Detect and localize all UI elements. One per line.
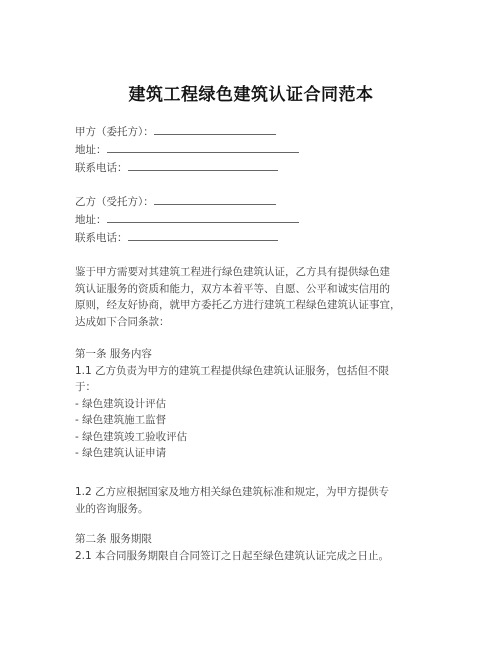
party-a-phone-row [75,160,278,175]
clause-1-2-line: 1.2 乙方应根据国家及地方相关绿色建筑标准和规定，为甲方提供专 [75,486,390,498]
article-1-section [75,346,435,462]
clause-1-2-line: 业的咨询服务。 [75,502,149,515]
article-2-heading: 第二条 服务期限 [75,533,152,545]
clause-1-2-paragraph [75,484,435,517]
party-b-phone-label: 联系电话： [75,232,128,244]
preamble-line: 达成如下合同条款： [75,315,170,328]
party-b-address-blank [107,212,299,223]
party-a-address-label: 地址： [75,144,107,156]
party-a-phone-label: 联系电话： [75,162,128,174]
article-1-heading: 第一条 服务内容 [75,348,152,360]
preamble-line: 鉴于甲方需要对其建筑工程进行绿色建筑认证，乙方具有提供绿色建 [75,266,390,278]
party-b-phone-blank [128,230,278,241]
list-item: - 绿色建筑竣工验收评估 [75,430,188,443]
document-title: 建筑工程绿色建筑认证合同范本 [128,85,374,105]
party-a-address-blank [107,142,299,153]
clause-1-1-line: 于： [75,381,96,393]
party-a-blank [154,124,276,135]
party-a-address-row [75,142,299,157]
party-b-address-row [75,212,299,227]
preamble-line: 原则，经友好协商，就甲方委托乙方进行建筑工程绿色建筑认证事宜， [75,299,401,311]
preamble-line: 筑认证服务的资质和能力，双方本着平等、自愿、公平和诚实信用的 [75,282,390,295]
party-b-blank [154,194,276,205]
party-a-phone-blank [128,160,278,171]
list-item: - 绿色建筑设计评估 [75,397,167,410]
party-a-label: 甲方（委托方）： [75,126,154,138]
article-2-section [75,531,435,564]
list-item: - 绿色建筑认证申请 [75,447,167,459]
party-b-label: 乙方（受托方）： [75,196,154,208]
party-a-row [75,124,276,139]
party-b-address-label: 地址： [75,214,107,226]
preamble-paragraph [75,264,435,330]
party-b-phone-row [75,230,278,245]
clause-2-1-line: 2.1 本合同服务期限自合同签订之日起至绿色建筑认证完成之日止。 [75,549,390,562]
list-item: - 绿色建筑施工监督 [75,414,167,426]
clause-1-1-line: 1.1 乙方负责为甲方的建筑工程提供绿色建筑认证服务，包括但不限 [75,364,390,377]
party-b-row [75,194,276,209]
